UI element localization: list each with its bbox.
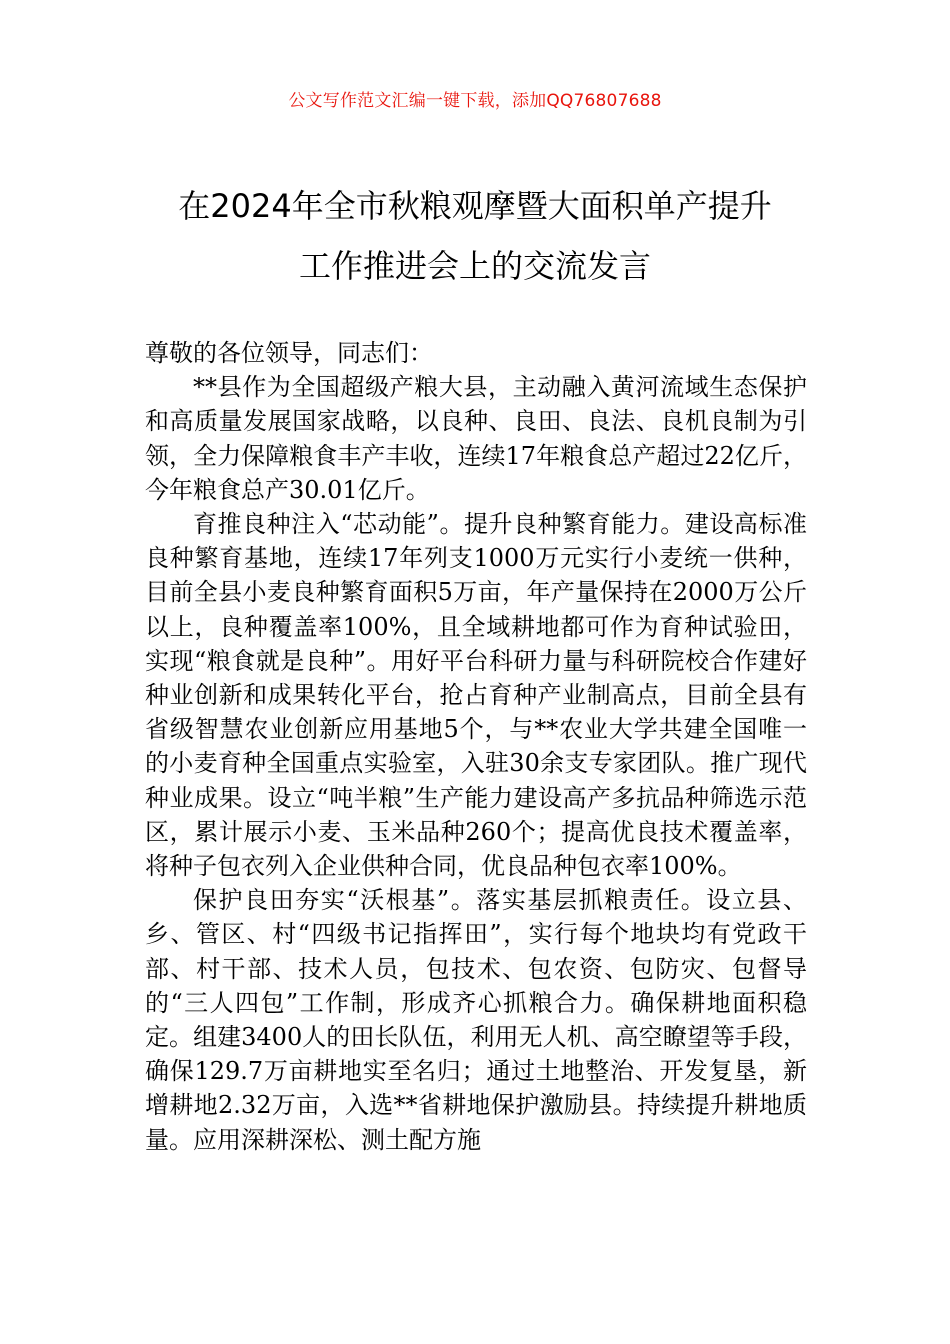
paragraph-farmland: 保护良田夯实“沃根基”。落实基层抓粮责任。设立县、乡、管区、村“四级书记指挥田”，实行每个地块均有党政干部、村干部、技术人员，包技术、包农资、包防灾、包督导的“三人四包”工作制，形成齐心抓粮合力。确保耕地面积稳定。组建3400人的田长队伍，利用无人机、高空瞭望等手段，确保129.7万亩耕地实至名归；通过土地整治、开发复垦，新增耕地2.32万亩，入选**省耕地保护激励县。持续提升耕地质量。应用深耕深松、测土配方施 xyxy=(145,886,807,1154)
download-banner: 公文写作范文汇编一键下载，添加QQ76807688 xyxy=(288,91,662,111)
title-line-2: 工作推进会上的交流发言 xyxy=(298,247,651,285)
document-title xyxy=(110,176,840,296)
paragraph-intro: **县作为全国超级产粮大县，主动融入黄河流域生态保护和高质量发展国家战略，以良种、良田、良法、良机良制为引领，全力保障粮食丰产丰收，连续17年粮食总产超过22亿斤，今年粮食总产30.01亿斤。 xyxy=(145,373,807,504)
document-body xyxy=(145,336,807,1157)
paragraph-seeds: 育推良种注入“芯动能”。提升良种繁育能力。建设高标准良种繁育基地，连续17年列支1000万元实行小麦统一供种，目前全县小麦良种繁育面积5万亩，年产量保持在2000万公斤以上，良种覆盖率100%，且全域耕地都可作为育种试验田，实现“粮食就是良种”。用好平台科研力量与科研院校合作建好种业创新和成果转化平台，抢占育种产业制高点，目前全县有省级智慧农业创新应用基地5个，与**农业大学共建全国唯一的小麦育种全国重点实验室，入驻30余支专家团队。推广现代种业成果。设立“吨半粮”生产能力建设高产多抗品种筛选示范区，累计展示小麦、玉米品种260个；提高优良技术覆盖率，将种子包衣列入企业供种合同，优良品种包衣率100%。 xyxy=(145,510,807,881)
title-line-1: 在2024年全市秋粮观摩暨大面积单产提升 xyxy=(178,187,772,225)
salutation: 尊敬的各位领导，同志们： xyxy=(145,339,433,367)
